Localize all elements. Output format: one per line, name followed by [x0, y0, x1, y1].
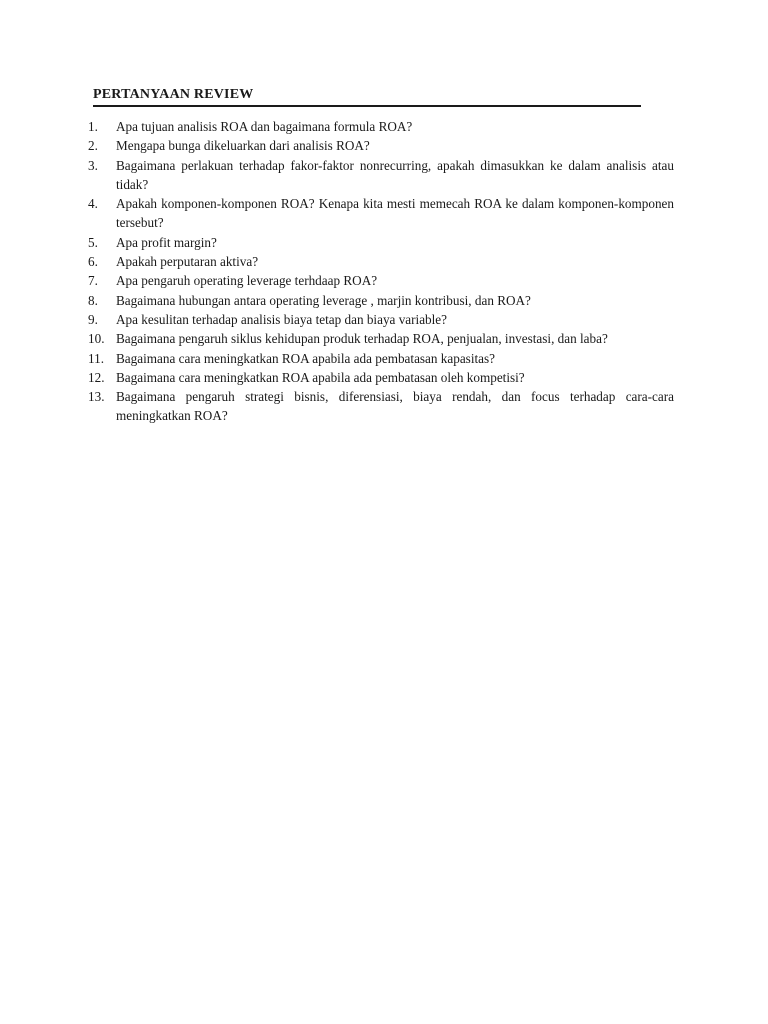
question-item — [88, 156, 674, 195]
question-item — [88, 252, 674, 271]
question-item — [88, 310, 674, 329]
question-number: 10. — [88, 331, 105, 347]
heading-underline — [93, 105, 641, 107]
question-number: 11. — [88, 350, 104, 366]
question-item — [88, 271, 674, 290]
question-text: Apa kesulitan terhadap analisis biaya tetap dan biaya variable? — [116, 311, 448, 327]
question-number: 1. — [88, 119, 98, 134]
question-number: 6. — [88, 254, 98, 270]
question-item — [88, 349, 674, 368]
question-number: 4. — [88, 196, 98, 212]
question-text: Bagaimana cara meningkatkan ROA apabila ada pembatasan oleh kompetisi? — [116, 369, 525, 385]
question-item — [88, 329, 674, 348]
question-list — [88, 117, 674, 426]
question-item — [88, 194, 674, 233]
question-number: 2. — [88, 138, 98, 154]
question-item — [88, 136, 674, 155]
question-number: 7. — [88, 273, 98, 289]
question-number: 9. — [88, 311, 98, 327]
question-text: Apa tujuan analisis ROA dan bagaimana formula ROA? — [116, 119, 413, 134]
question-number: 12. — [88, 369, 105, 385]
question-text: Mengapa bunga dikeluarkan dari analisis ROA? — [116, 138, 370, 154]
question-text: Bagaimana pengaruh strategi bisnis, diferensiasi, biaya rendah, dan focus terhadap cara-cara meningkatkan ROA? — [116, 389, 674, 424]
question-text: Apakah perputaran aktiva? — [116, 254, 259, 270]
question-item — [88, 233, 674, 252]
question-text: Bagaimana cara meningkatkan ROA apabila ada pembatasan kapasitas? — [116, 350, 495, 366]
question-item — [88, 387, 674, 426]
question-text: Apa pengaruh operating leverage terhdaap ROA? — [116, 273, 378, 289]
question-number: 13. — [88, 389, 105, 405]
question-text: Bagaimana pengaruh siklus kehidupan produk terhadap ROA, penjualan, investasi, dan laba? — [116, 331, 608, 347]
question-number: 8. — [88, 292, 98, 308]
question-text: Apa profit margin? — [116, 234, 217, 250]
question-text: Apakah komponen-komponen ROA? Kenapa kita mesti memecah ROA ke dalam komponen-komponen tersebut? — [116, 196, 674, 231]
question-item — [88, 117, 674, 136]
question-number: 5. — [88, 234, 98, 250]
question-number: 3. — [88, 157, 98, 173]
question-text: Bagaimana hubungan antara operating leverage , marjin kontribusi, dan ROA? — [116, 292, 531, 308]
section-heading: PERTANYAAN REVIEW — [93, 87, 254, 102]
question-text: Bagaimana perlakuan terhadap fakor-faktor nonrecurring, apakah dimasukkan ke dalam analisis atau tidak? — [116, 157, 674, 192]
question-item — [88, 291, 674, 310]
question-item — [88, 368, 674, 387]
